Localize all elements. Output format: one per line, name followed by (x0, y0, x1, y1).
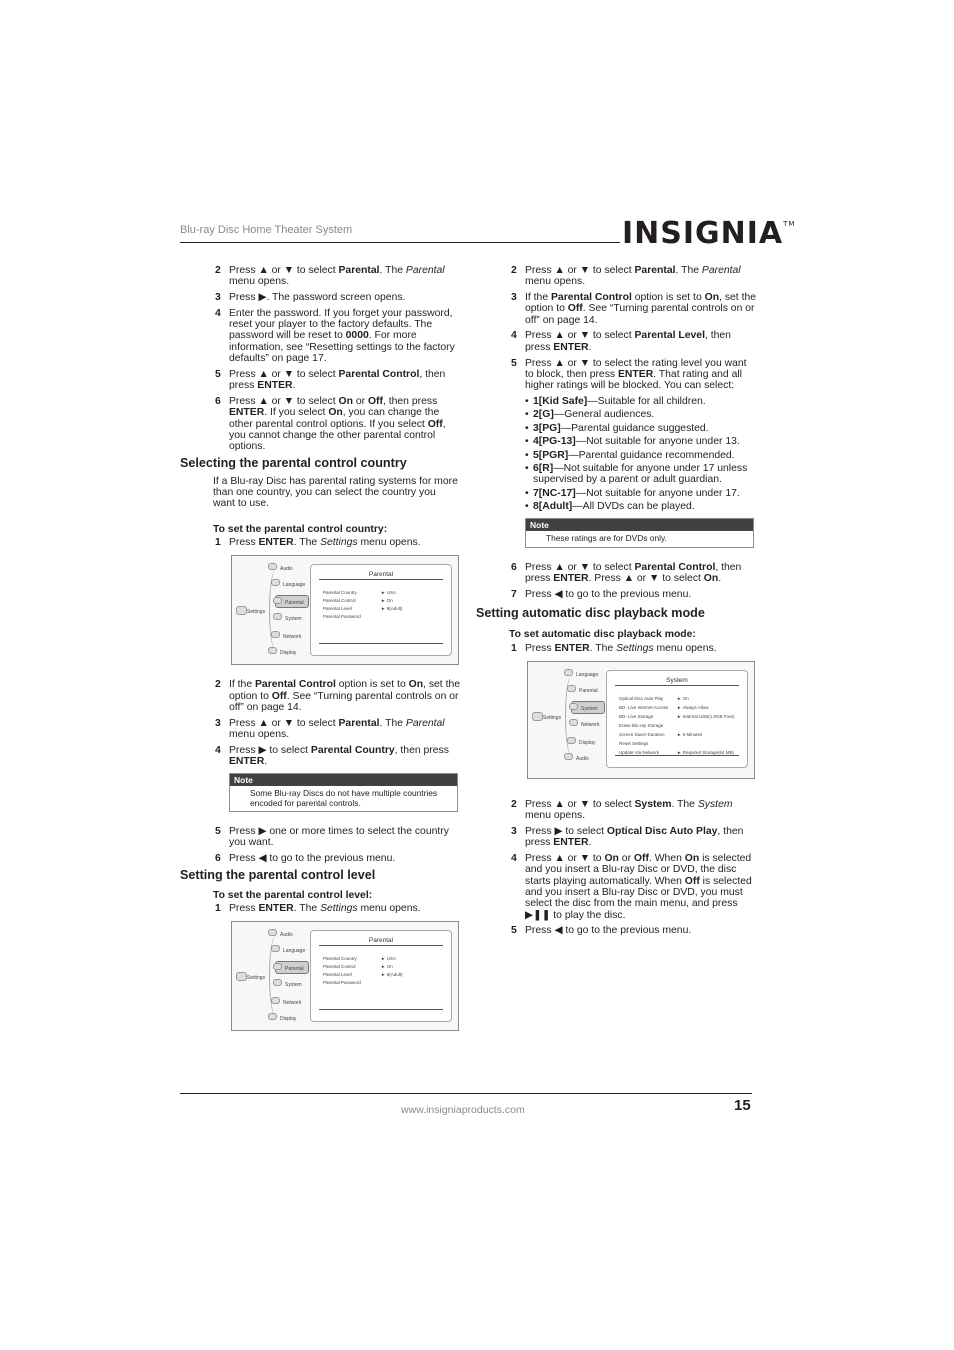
menu-item-language: Language (283, 948, 306, 955)
menu-item-system: System (581, 705, 598, 712)
menu-item-network: Network (283, 1000, 302, 1007)
section-heading-auto: Setting automatic disc playback mode (476, 605, 705, 620)
rating-item: • 4[PG-13]—Not suitable for anyone under 13. (525, 436, 756, 447)
note-label: Note (230, 774, 457, 786)
menu-display-icon (268, 1013, 277, 1020)
settings-root-label: Settings (247, 609, 266, 616)
step-text: Press ▲ or ▼ to select the rating level you want to block, then press ENTER. That rating and all higher ratings will be blocked. You can select: (525, 357, 747, 392)
settings-screen-parental-2 (231, 921, 459, 1031)
step-item (180, 718, 460, 741)
menu-network-icon (271, 997, 280, 1004)
level-step1 (180, 903, 460, 914)
panel-title: System (666, 676, 688, 684)
step-text: Press ▲ or ▼ to select System. The System menu opens. (525, 798, 733, 822)
step-text: Enter the password. If you forget your password, reset your player to the factory defaults. The password will be reset to 0000. For more information, see “Resetting settings to the factory defaults” on page 17. (229, 307, 455, 365)
menu-display-icon (268, 647, 277, 654)
menu-item-display: Display (280, 1016, 297, 1023)
footer-rule (180, 1093, 752, 1094)
right-column (476, 265, 756, 941)
country-step1 (180, 537, 460, 548)
settings-root-label: Settings (543, 714, 562, 721)
step-number: 5 (511, 357, 517, 369)
step-item (180, 369, 460, 392)
step-number: 4 (511, 853, 517, 865)
step-number: 4 (215, 744, 221, 756)
rating-list (525, 396, 756, 512)
panel-title: Parental (368, 571, 394, 579)
panel-row-value: ► On (381, 964, 393, 970)
settings-root-label: Settings (247, 975, 266, 982)
step-number: 1 (215, 902, 221, 914)
step-item (476, 358, 756, 392)
menu-item-audio: Audio (280, 932, 293, 939)
panel-title: Parental (368, 937, 394, 945)
step-item (180, 679, 460, 713)
menu-panel (606, 670, 748, 768)
step-number: 5 (215, 825, 221, 837)
step-text: Press ◀ to go to the previous menu. (525, 925, 692, 937)
menu-language-icon (564, 669, 573, 676)
step-number: 7 (511, 588, 517, 600)
step-number: 1 (215, 536, 221, 548)
panel-row-label: Parental Control (323, 964, 356, 970)
step-number: 4 (511, 330, 517, 342)
settings-screen-system (527, 661, 755, 779)
settings-screen-parental-1 (231, 555, 459, 665)
menu-item-display: Display (579, 739, 596, 746)
section-heading-level: Setting the parental control level (180, 868, 376, 883)
step-number: 6 (215, 395, 221, 407)
panel-row-value: ► 8(Adult) (381, 972, 403, 978)
level-steps-2 (476, 562, 756, 600)
menu-display-icon (567, 737, 576, 744)
step-number: 3 (511, 825, 517, 837)
step-text: Press ENTER. The Settings menu opens. (229, 536, 421, 548)
menu-item-audio: Audio (576, 755, 589, 762)
panel-row-label: Parental Password (323, 980, 361, 986)
step-text: Press ▲ or ▼ to select Parental. The Parental menu opens. (229, 717, 445, 740)
step-item (180, 265, 460, 288)
step-item (180, 308, 460, 364)
step-item (476, 589, 756, 600)
step-number: 3 (215, 292, 221, 304)
step-text: Press ENTER. The Settings menu opens. (229, 902, 421, 914)
panel-rule-bottom (319, 643, 443, 644)
panel-row-value: ► USA (381, 590, 396, 596)
menu-parental-icon (273, 963, 282, 970)
rating-item: • 6[R]—Not suitable for anyone under 17 unless supervised by a parent or adult guardian. (525, 463, 756, 486)
panel-rule-top (319, 579, 443, 580)
menu-item-audio: Audio (280, 566, 293, 573)
menu-parental-icon (567, 685, 576, 692)
rating-item: • 5[PGR]—Parental guidance recommended. (525, 450, 756, 461)
step-text: Press ◀ to go to the previous menu. (229, 853, 396, 864)
menu-item-parental: Parental (285, 966, 304, 973)
country-steps (180, 679, 460, 767)
step-item (180, 853, 460, 864)
menu-item-system: System (285, 616, 302, 623)
panel-row-value: ► 8(Adult) (381, 606, 403, 612)
panel-row-value: ► Always Allow (677, 704, 709, 710)
step-number: 1 (511, 642, 517, 654)
header-title: Blu-ray Disc Home Theater System (180, 224, 353, 236)
step-number: 3 (511, 292, 517, 304)
panel-row-label: Reset Settings (619, 740, 649, 746)
step-number: 6 (511, 561, 517, 573)
menu-item-parental: Parental (285, 600, 304, 607)
brand-logo: INSIGNIA™ (622, 216, 796, 251)
menu-panel (310, 930, 452, 1022)
menu-item-parental: Parental (579, 687, 598, 694)
menu-item-language: Language (576, 671, 599, 678)
step-number: 2 (511, 265, 517, 276)
country-steps-2 (180, 826, 460, 864)
panel-row-value: ► Internal USB(1.0GB Free) (677, 713, 735, 719)
step-text: Press ▲ or ▼ to select Parental Control, then press ENTER. Press ▲ or ▼ to select On. (525, 561, 742, 584)
panel-row-label: BD- Live Internet Access (619, 704, 669, 710)
menu-audio-icon (564, 753, 573, 760)
trademark: TM (783, 220, 796, 228)
step-number: 2 (511, 798, 517, 810)
step-text: Press ▲ or ▼ to On or Off. When On is selected and you insert a Blu-ray Disc or DVD, the disc starts playing automatically. When Off is selected and you insert a Blu-ray Disc or DVD, you must select the disc from the main menu, and press ▶❚❚ to play the disc. (525, 853, 752, 921)
step-text: Press ▶ one or more times to select the country you want. (229, 825, 449, 849)
menu-audio-icon (268, 563, 277, 570)
rating-item: • 8[Adult]—All DVDs can be played. (525, 501, 756, 512)
menu-network-icon (271, 631, 280, 638)
intro-steps (180, 265, 460, 452)
menu-item-display: Display (280, 650, 297, 657)
step-text: Press ▲ or ▼ to select Parental. The Parental menu opens. (229, 265, 445, 288)
header-rule (180, 242, 620, 243)
panel-row-label: Screen Saver Duration (619, 731, 665, 737)
panel-row-label: BD- Live Storage (619, 713, 654, 719)
panel-row-label: Parental Level (323, 606, 352, 612)
note-text: These ratings are for DVDs only. (546, 533, 667, 544)
settings-icon (236, 972, 247, 981)
step-item (476, 562, 756, 585)
panel-row-label: Parental Country (323, 590, 357, 596)
note-text: Some Blu-ray Discs do not have multiple countries encoded for parental controls. (250, 788, 438, 808)
left-column (180, 265, 460, 1045)
panel-row-label: Parental Country (323, 956, 357, 962)
step-text: Press ▲ or ▼ to select Parental Control, then press ENTER. (229, 368, 446, 392)
section-heading-country: Selecting the parental control country (180, 456, 407, 471)
step-number: 6 (215, 853, 221, 864)
level-subheading: To set the parental control level: (213, 889, 373, 901)
panel-row-label: Parental Control (323, 598, 356, 604)
menu-system-icon (569, 703, 578, 710)
step-text: Press ENTER. The Settings menu opens. (525, 642, 717, 654)
step-item (476, 643, 756, 654)
step-text: Press ▶ to select Parental Country, then press ENTER. (229, 744, 449, 768)
step-item (476, 292, 756, 326)
step-number: 3 (215, 717, 221, 729)
auto-subheading: To set automatic disc playback mode: (509, 629, 696, 641)
panel-row-label: Optical Disc Auto Play (619, 695, 664, 701)
footer-url: www.insigniaproducts.com (401, 1104, 525, 1116)
panel-rule-bottom (615, 755, 739, 756)
step-text: Press ▲ or ▼ to select Parental Level, then press ENTER. (525, 330, 731, 353)
menu-panel (310, 564, 452, 656)
menu-audio-icon (268, 929, 277, 936)
step-text: If the Parental Control option is set to On, set the option to Off. See “Turning parental controls on or off” on page 14. (229, 679, 461, 713)
panel-rule-bottom (319, 1009, 443, 1010)
settings-icon (532, 712, 543, 721)
country-paragraph: If a Blu-ray Disc has parental rating systems for more than one country, you can select the country you want to use. (213, 475, 458, 510)
step-text: Press ▶ to select Optical Disc Auto Play, then press ENTER. (525, 825, 744, 849)
step-text: Press ▶. The password screen opens. (229, 292, 406, 304)
panel-row-value: ► On (677, 695, 689, 701)
settings-icon (236, 606, 247, 615)
step-item (180, 745, 460, 768)
rating-item: • 1[Kid Safe]—Suitable for all children. (525, 396, 756, 407)
step-number: 5 (511, 925, 517, 937)
auto-steps (476, 799, 756, 937)
rating-item: • 7[NC-17]—Not suitable for anyone under 17. (525, 488, 756, 499)
menu-item-network: Network (581, 721, 600, 728)
panel-rule-top (615, 685, 739, 686)
step-item (180, 292, 460, 303)
menu-network-icon (569, 719, 578, 726)
panel-row-value: ► 5 Minutes (677, 731, 703, 737)
note-box-ratings (525, 518, 754, 547)
menu-item-network: Network (283, 634, 302, 641)
panel-row-label: Erase Blu-ray Storage (619, 722, 664, 728)
step-item (476, 925, 756, 936)
page-number: 15 (734, 1097, 751, 1114)
step-item (476, 826, 756, 849)
step-item (180, 537, 460, 548)
step-text: Press ◀ to go to the previous menu. (525, 588, 692, 600)
step-text: If the Parental Control option is set to On, set the option to Off. See “Turning parental controls on or off” on page 14. (525, 292, 757, 326)
panel-rule-top (319, 945, 443, 946)
menu-language-icon (271, 945, 280, 952)
menu-parental-icon (273, 597, 282, 604)
note-box (229, 773, 458, 812)
step-item (476, 330, 756, 353)
step-number: 4 (215, 307, 221, 319)
note-label: Note (526, 519, 753, 531)
menu-language-icon (271, 579, 280, 586)
step-item (180, 903, 460, 914)
step-text: Press ▲ or ▼ to select Parental. The Parental menu opens. (525, 265, 741, 288)
step-item (476, 799, 756, 822)
auto-step1 (476, 643, 756, 654)
step-number: 2 (215, 265, 221, 276)
step-item (180, 396, 460, 452)
step-item (476, 265, 756, 288)
step-text: Press ▲ or ▼ to select On or Off, then press ENTER. If you select On, you can change the other parental control options. If you select Off, you cannot change the other parental control options. (229, 395, 446, 453)
step-item (476, 853, 756, 921)
country-subheading: To set the parental control country: (213, 523, 388, 535)
step-item (180, 826, 460, 849)
panel-row-value: ► USA (381, 956, 396, 962)
panel-row-label: Parental Password (323, 614, 361, 620)
level-steps (476, 265, 756, 391)
panel-row-label: Parental Level (323, 972, 352, 978)
menu-item-system: System (285, 982, 302, 989)
panel-row-label: Update Via Network (619, 749, 659, 755)
panel-row-value: ► On (381, 598, 393, 604)
rating-item: • 2[G]—General audiences. (525, 409, 756, 420)
step-number: 2 (215, 679, 221, 691)
step-number: 5 (215, 368, 221, 380)
menu-system-icon (273, 613, 282, 620)
menu-item-language: Language (283, 582, 306, 589)
panel-row-value: ► Required Storage(64 MB) (677, 749, 734, 755)
menu-system-icon (273, 979, 282, 986)
rating-item: • 3[PG]—Parental guidance suggested. (525, 423, 756, 434)
